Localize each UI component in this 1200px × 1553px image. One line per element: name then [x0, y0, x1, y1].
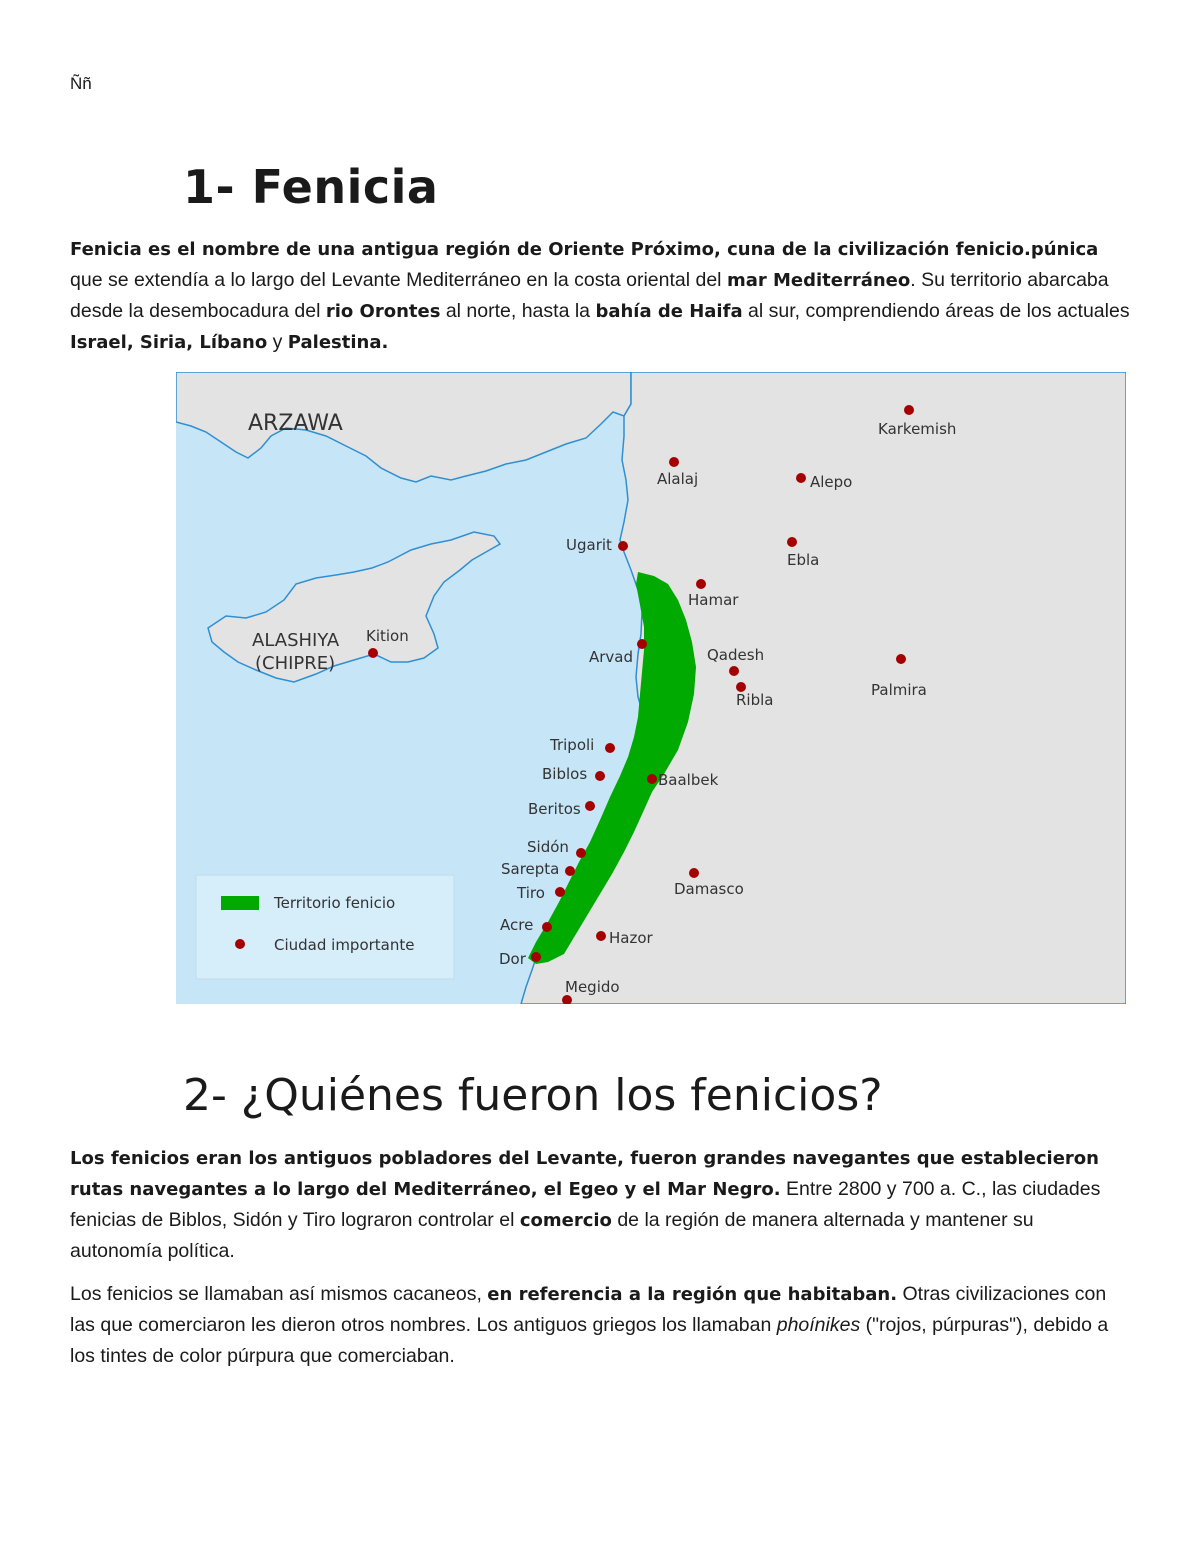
city-marker-palmira [896, 654, 906, 664]
text-bold: Israel, Siria, Líbano [70, 332, 268, 353]
city-label-tiro: Tiro [517, 884, 545, 902]
city-label-sidon: Sidón [527, 838, 569, 856]
city-label-ribla: Ribla [736, 691, 774, 709]
text-bold: en referencia a la región que habitaban. [487, 1284, 898, 1305]
city-label-damasco: Damasco [674, 880, 744, 898]
section-2-paragraph-1 [70, 1143, 1130, 1267]
text: y [267, 331, 288, 353]
city-marker-hamar [696, 579, 706, 589]
section-2-paragraph-2 [70, 1279, 1130, 1372]
city-marker-biblos [595, 771, 605, 781]
region-chipre: (CHIPRE) [255, 653, 336, 674]
city-marker-dor [531, 952, 541, 962]
city-marker-kition [368, 648, 378, 658]
section-1-paragraph [70, 234, 1130, 358]
text-bold: mar Mediterráneo [726, 270, 911, 291]
city-marker-karkemish [904, 405, 914, 415]
city-label-kition: Kition [366, 627, 409, 645]
city-label-ebla: Ebla [787, 551, 820, 569]
region-alashiya: ALASHIYA [252, 630, 340, 651]
city-marker-alepo [796, 473, 806, 483]
city-label-acre: Acre [500, 916, 534, 934]
text: de la región de manera alternada y mantener su autonomía política. [70, 1209, 1034, 1262]
text-bold: comercio [519, 1210, 612, 1231]
city-label-ugarit: Ugarit [566, 536, 612, 554]
text: . Su territorio abarcaba desde la desembocadura del [70, 269, 1109, 322]
city-marker-hazor [596, 931, 606, 941]
city-label-biblos: Biblos [542, 765, 588, 783]
text: que se extendía a lo largo del Levante Mediterráneo en la costa oriental del [70, 269, 727, 291]
city-label-megido: Megido [565, 978, 620, 996]
text-bold: bahía de Haifa [595, 301, 743, 322]
corner-mark: Ññ [70, 74, 92, 93]
city-label-palmira: Palmira [871, 681, 927, 699]
city-marker-baalbek [647, 774, 657, 784]
text: Entre 2800 y 700 a. C., las ciudades fenicias de Biblos, Sidón y Tiro lograron controlar el [70, 1178, 1101, 1231]
city-marker-arvad [637, 639, 647, 649]
city-marker-sidon [576, 848, 586, 858]
text: Otras civilizaciones con las que comerciaron les dieron otros nombres. Los antiguos griegos los llamaban [70, 1283, 1107, 1336]
legend-territory-label: Territorio fenicio [274, 894, 396, 912]
text: Los fenicios se llamaban así mismos cacaneos, [70, 1283, 488, 1305]
city-marker-damasco [689, 868, 699, 878]
text: al sur, comprendiendo áreas de los actuales [742, 300, 1130, 322]
city-label-arvad: Arvad [589, 648, 634, 666]
city-label-hazor: Hazor [609, 929, 653, 947]
city-label-dor: Dor [499, 950, 526, 968]
legend-city-label: Ciudad importante [274, 936, 415, 954]
city-label-baalbek: Baalbek [658, 771, 719, 789]
city-label-hamar: Hamar [688, 591, 739, 609]
city-label-beritos: Beritos [528, 800, 581, 818]
city-marker-qadesh [729, 666, 739, 676]
text-bold: Palestina. [287, 332, 389, 353]
legend-territory-swatch [221, 896, 259, 910]
city-marker-ugarit [618, 541, 628, 551]
text: al norte, hasta la [440, 300, 596, 322]
text-bold: Los fenicios eran los antiguos pobladores del Levante, fueron grandes navegantes que establecieron rutas navegantes a lo largo del Mediterráneo, el Egeo y el Mar Negro. [70, 1148, 1099, 1200]
text-italic: phoínikes [776, 1314, 861, 1336]
city-marker-tiro [555, 887, 565, 897]
city-marker-ebla [787, 537, 797, 547]
section-1-title: 1- Fenicia [183, 160, 439, 214]
city-label-alepo: Alepo [810, 473, 853, 491]
legend-city-marker [235, 939, 245, 949]
city-label-tripoli: Tripoli [550, 736, 595, 754]
city-marker-alalaj [669, 457, 679, 467]
phoenicia-map [176, 372, 1126, 1004]
city-marker-beritos [585, 801, 595, 811]
section-2-title: 2- ¿Quiénes fueron los fenicios? [183, 1070, 883, 1121]
city-marker-sarepta [565, 866, 575, 876]
text-bold: Fenicia es el nombre de una antigua región de Oriente Próximo, cuna de la civilización fenicio.púnica [70, 239, 1099, 260]
city-label-sarepta: Sarepta [501, 860, 560, 878]
text: ("rojos, púrpuras"), debido a los tintes de color púrpura que comerciaban. [70, 1314, 1109, 1367]
city-label-qadesh: Qadesh [707, 646, 765, 664]
city-label-karkemish: Karkemish [878, 420, 957, 438]
text-bold: rio Orontes [325, 301, 441, 322]
map-legend [196, 875, 454, 979]
city-label-alalaj: Alalaj [657, 470, 699, 488]
city-marker-tripoli [605, 743, 615, 753]
region-arzawa: ARZAWA [248, 411, 343, 436]
city-marker-acre [542, 922, 552, 932]
